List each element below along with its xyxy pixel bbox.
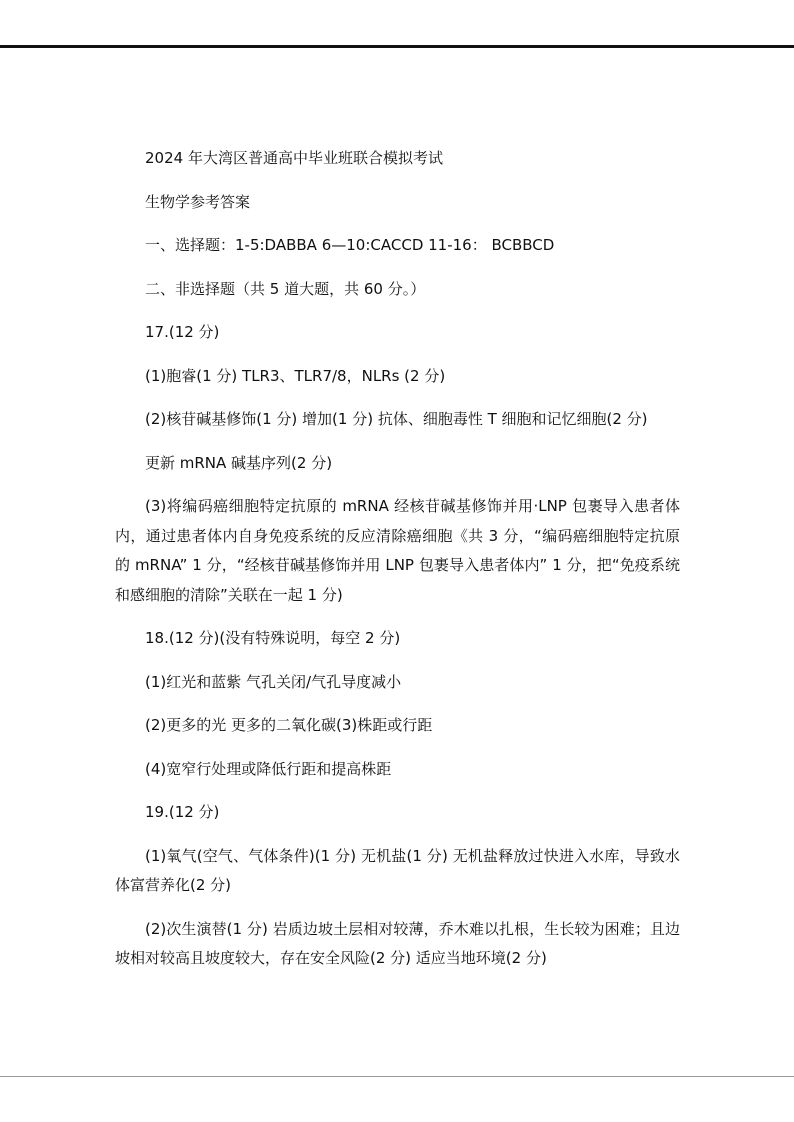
q17-part-2-continued: 更新 mRNA 碱基序列(2 分): [145, 453, 333, 472]
q19-part-1: (1)氧气(空气、气体条件)(1 分) 无机盐(1 分) 无机盐释放过快进入水库，导致水体富营养化(2 分): [115, 846, 680, 894]
q19-part-2: (2)次生演替(1 分) 岩质边坡土层相对较薄，乔木难以扎根，生长较为困难；且边坡相对较高且坡度较大，存在安全风险(2 分) 适应当地环境(2 分): [115, 919, 680, 967]
answer-key-body: [115, 144, 680, 988]
q18-part-4: (4)宽窄行处理或降低行距和提高株距: [145, 759, 392, 778]
footer-rule: [0, 1076, 794, 1077]
question-17-heading: 17.(12 分): [145, 323, 220, 341]
subject-title: 生物学参考答案: [145, 192, 251, 211]
header-rule: [0, 45, 794, 48]
section-two-heading: 二、非选择题（共 5 道大题，共 60 分。）: [145, 279, 426, 298]
q17-part-3: (3)将编码癌细胞特定抗原的 mRNA 经核苷碱基修饰并用·LNP 包裹导入患者体内，通过患者体内自身免疫系统的反应清除癌细胞《共 3 分，“编码癌细胞特定抗原的 mRNA” 1 分，“经核苷碱基修饰并用 LNP 包裹导入患者体内” 1 分，把“免疫系统和感细胞的清除”关联在一起 1 分): [115, 497, 680, 604]
q18-part-1: (1)红光和蓝紫 气孔关闭/气孔导度减小: [145, 672, 402, 691]
q17-part-1: (1)胞睿(1 分) TLR3、TLR7/8，NLRs (2 分): [145, 366, 446, 385]
question-18-heading: 18.(12 分)(没有特殊说明，每空 2 分): [145, 629, 401, 647]
q18-part-2-3: (2)更多的光 更多的二氧化碳(3)株距或行距: [145, 716, 433, 734]
question-19-heading: 19.(12 分): [145, 803, 220, 821]
multiple-choice-answers: 一、选择题：1-5:DABBA 6—10:CACCD 11-16： BCBBCD: [145, 236, 555, 254]
exam-title: 2024 年大湾区普通高中毕业班联合模拟考试: [145, 149, 443, 167]
q17-part-2: (2)核苷碱基修饰(1 分) 增加(1 分) 抗体、细胞毒性 T 细胞和记忆细胞(2 分): [145, 410, 648, 428]
